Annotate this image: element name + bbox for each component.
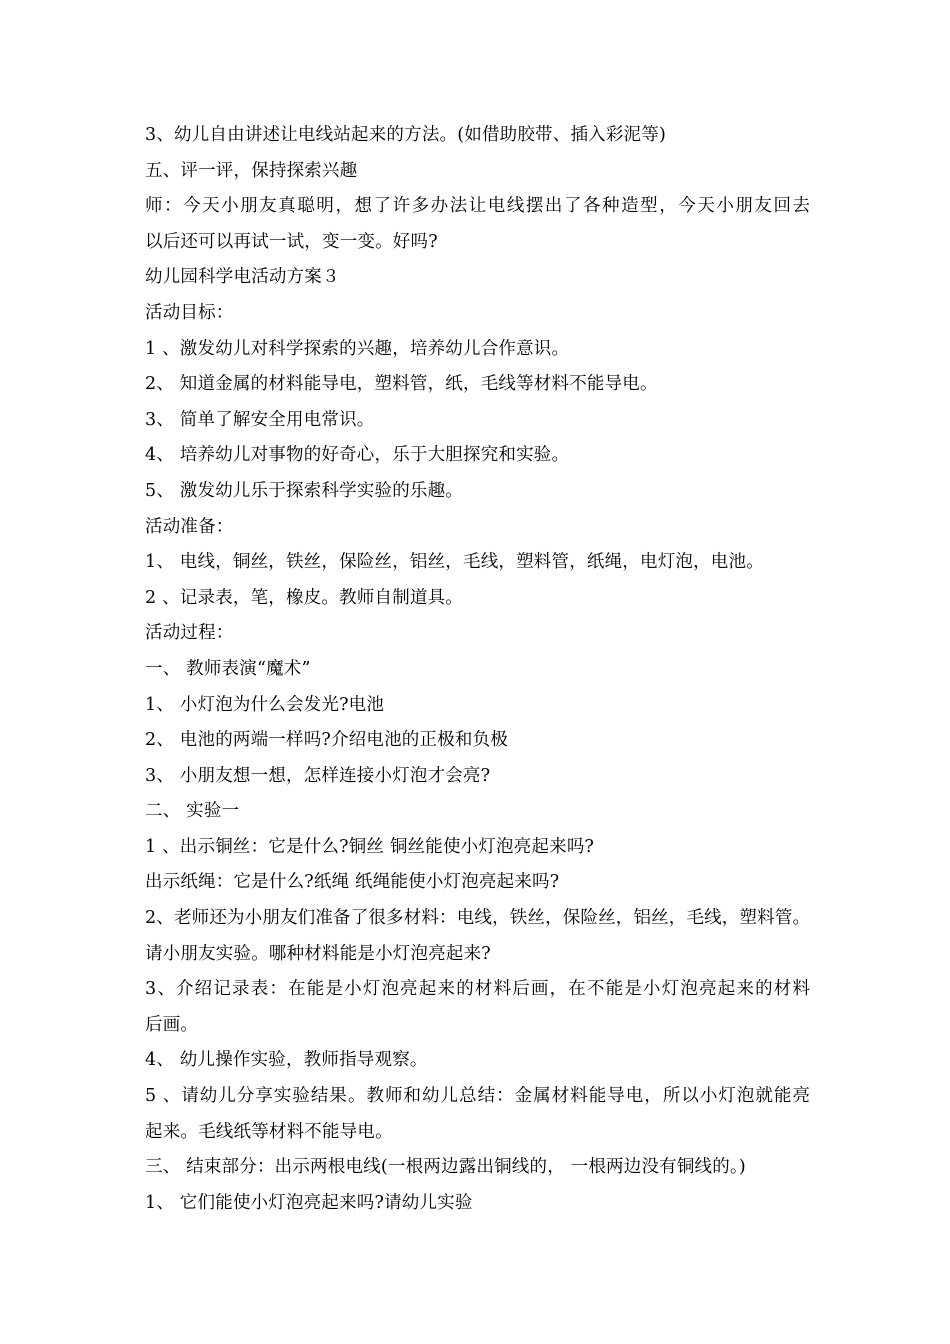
list-item: 4、 幼儿操作实验，教师指导观察。 (145, 1050, 428, 1071)
section-heading: 二、 实验一 (145, 801, 240, 822)
document-body (145, 118, 810, 1221)
list-item: 2、 知道金属的材料能导电，塑料管，纸，毛线等材料不能导电。 (145, 374, 658, 395)
list-item: 5、 激发幼儿乐于探索科学实验的乐趣。 (145, 480, 463, 501)
list-item: 1、 电线，铜丝，铁丝，保险丝，铝丝，毛线，塑料管，纸绳，电灯泡，电池。 (145, 552, 764, 573)
section-heading: 活动过程： (145, 623, 234, 644)
list-item: 2、 电池的两端一样吗?介绍电池的正极和负极 (145, 730, 508, 751)
list-item: 3、介绍记录表：在能是小灯泡亮起来的材料后画，在不能是小灯泡亮起来的材料 (145, 979, 810, 1000)
list-item: 2 、记录表，笔，橡皮。教师自制道具。 (145, 587, 463, 608)
text-line: 后画。 (145, 1014, 199, 1035)
list-item: 1、 它们能使小灯泡亮起来吗?请幼儿实验 (145, 1192, 473, 1213)
text-line: 出示纸绳：它是什么?纸绳 纸绳能使小灯泡亮起来吗? (145, 872, 560, 893)
list-item: 4、 培养幼儿对事物的好奇心，乐于大胆探究和实验。 (145, 445, 570, 466)
list-item: 3、 简单了解安全用电常识。 (145, 409, 375, 430)
section-heading: 五、评一评，保持探索兴趣 (145, 160, 358, 181)
section-heading: 活动准备： (145, 516, 234, 537)
list-item: 3、 小朋友想一想，怎样连接小灯泡才会亮? (145, 765, 491, 786)
text-line: 以后还可以再试一试，变一变。好吗? (145, 231, 438, 252)
text-line: 起来。毛线纸等材料不能导电。 (145, 1121, 393, 1142)
list-item: 1 、激发幼儿对科学探索的兴趣，培养幼儿合作意识。 (145, 338, 570, 359)
section-heading: 一、 教师表演“魔术” (145, 658, 311, 679)
list-item: 5 、请幼儿分享实验结果。教师和幼儿总结：金属材料能导电，所以小灯泡就能亮 (145, 1086, 810, 1107)
list-item: 1、 小灯泡为什么会发光?电池 (145, 694, 385, 715)
text-line: 师：今天小朋友真聪明，想了许多办法让电线摆出了各种造型，今天小朋友回去 (145, 196, 810, 217)
text-line: 请小朋友实验。哪种材料能是小灯泡亮起来? (145, 943, 491, 964)
list-item: 2、老师还为小朋友们准备了很多材料：电线，铁丝，保险丝，铝丝，毛线，塑料管。 (145, 908, 810, 929)
text-line: 3、幼儿自由讲述让电线站起来的方法。(如借助胶带、插入彩泥等) (145, 125, 666, 145)
document-title: 幼儿园科学电活动方案３ (145, 267, 340, 288)
section-heading: 三、 结束部分：出示两根电线(一根两边露出铜线的， 一根两边没有铜线的。) (145, 1157, 746, 1178)
list-item: 1 、出示铜丝：它是什么?铜丝 铜丝能使小灯泡亮起来吗? (145, 836, 595, 857)
section-heading: 活动目标： (145, 302, 234, 323)
